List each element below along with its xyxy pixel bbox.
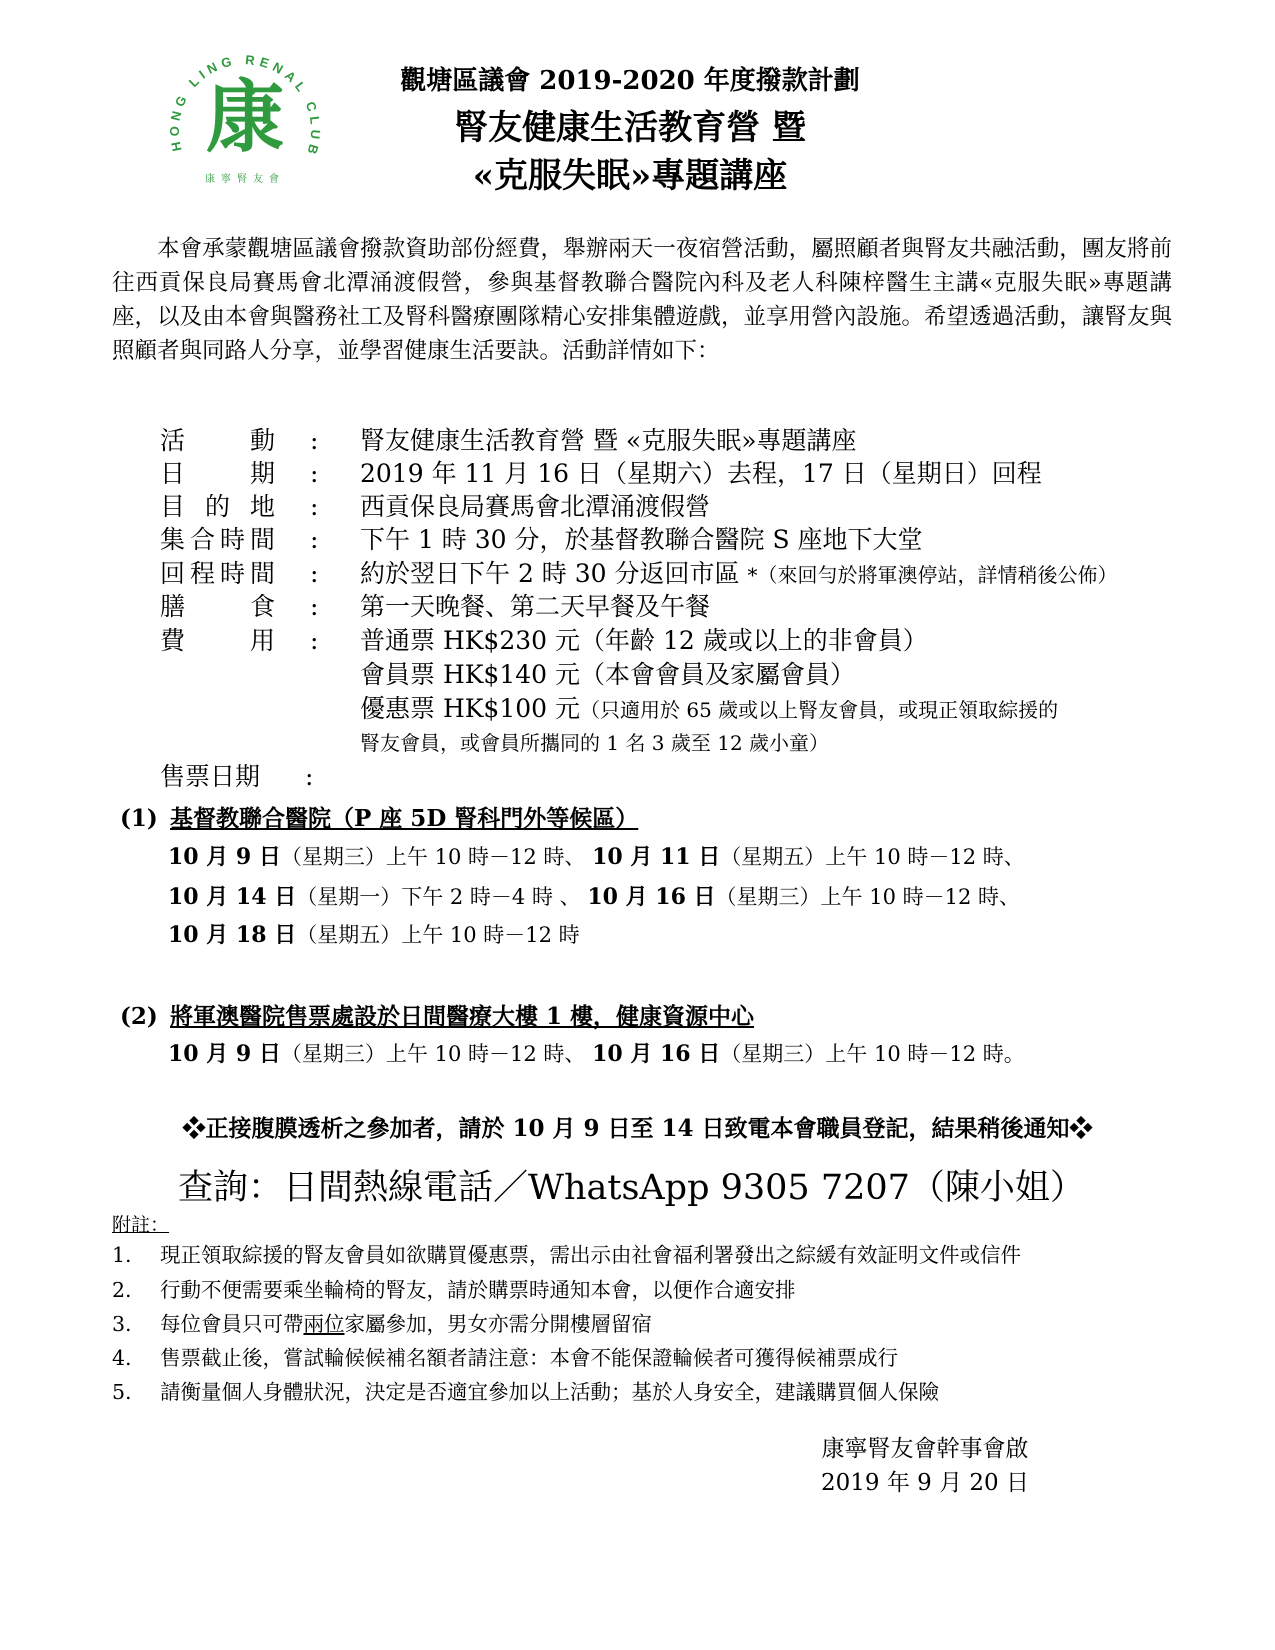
slot-time: （星期五）上午 10 時－12 時: [296, 923, 580, 947]
return-time-note: *（來回勻於將軍澳停站，詳情稍後公佈）: [747, 563, 1118, 587]
remark-text: 售票截止後，嘗試輪候候補名額者請注意：本會不能保證輪候者可獲得候補票成行: [160, 1346, 898, 1370]
detail-value: 腎友健康生活教育營 暨 «克服失眠»專題講座: [360, 426, 857, 455]
slot-date: 10 月 9 日: [168, 844, 281, 870]
fee-member-note: （本會會員及家屬會員）: [580, 660, 856, 689]
slot-time: （星期三）上午 10 時－12 時、: [280, 1042, 586, 1066]
remark-text: 行動不便需要乘坐輪椅的腎友，請於購票時通知本會，以便作合適安排: [160, 1278, 796, 1302]
detail-colon: :: [310, 626, 319, 655]
sale-slot-row: [168, 840, 1025, 871]
remark-number: 1.: [112, 1243, 132, 1267]
fee-concession-note: （只適用於 65 歲或以上腎友會員，或現正領取綜援的: [580, 698, 1059, 722]
detail-label: 回程時間: [160, 559, 275, 588]
detail-label: 膳食: [160, 592, 275, 621]
detail-value: 西貢保良局賽馬會北潭涌渡假營: [360, 492, 711, 521]
remark-text-pre: 每位會員只可帶: [160, 1312, 304, 1336]
detail-colon: :: [305, 762, 314, 791]
remark-text-post: 家屬參加，男女亦需分開樓層留宿: [344, 1312, 652, 1336]
slot-time: （星期五）上午 10 時－12 時、: [720, 845, 1025, 869]
signoff-organisation: 康寧腎友會幹事會啟: [821, 1436, 1029, 1462]
remark-emphasis: 兩位: [303, 1312, 345, 1336]
remark-number: 4.: [112, 1346, 132, 1370]
slot-date: 10 月 9 日: [168, 1041, 281, 1067]
venue-heading: [120, 998, 754, 1031]
fee-standard: [360, 624, 928, 658]
logo-bottom-text: 康寧腎友會: [205, 174, 285, 185]
detail-colon: :: [310, 525, 319, 554]
remark-text: 現正領取綜援的腎友會員如欲購買優惠票，需出示由社會福利署發出之綜緩有效証明文件或信件: [160, 1243, 1021, 1267]
fee-standard-note: （年齡 12 歲或以上的非會員）: [580, 626, 928, 655]
detail-colon: :: [310, 559, 319, 588]
venue-number: (1): [120, 805, 158, 832]
peritoneal-dialysis-note: ❖正接腹膜透析之參加者，請於 10 月 9 日至 14 日致電本會職員登記，結果稍後通知❖: [182, 1115, 1093, 1142]
detail-value: 第一天晚餐、第二天早餐及午餐: [360, 592, 711, 621]
remark-item: [112, 1375, 939, 1405]
signoff-date: 2019 年 9 月 20 日: [821, 1470, 1029, 1496]
remark-item: [112, 1273, 796, 1303]
slot-time: （星期三）上午 10 時－12 時、: [280, 845, 586, 869]
slot-time: （星期一）下午 2 時－4 時 、: [296, 885, 581, 909]
detail-colon: :: [310, 592, 319, 621]
detail-value: [360, 557, 1117, 592]
detail-label: 目的地: [160, 492, 275, 521]
club-logo: [160, 32, 330, 202]
logo-center-character: 康: [205, 72, 285, 163]
slot-date: 10 月 16 日: [592, 1041, 721, 1067]
return-time-text: 約於翌日下午 2 時 30 分返回市區: [360, 559, 740, 588]
detail-colon: :: [310, 492, 319, 521]
sale-slot-row: [168, 880, 1020, 911]
remark-number: 2.: [112, 1278, 132, 1302]
slot-date: 10 月 16 日: [587, 884, 716, 910]
fee-standard-price: 普通票 HK$230 元: [360, 626, 580, 655]
sale-slot-row: [168, 1037, 1025, 1068]
remark-item: [112, 1341, 898, 1371]
venue-name: 將軍澳醫院售票處設於日間醫療大樓 1 樓，健康資源中心: [170, 1003, 755, 1030]
venue-heading: [120, 800, 638, 833]
detail-value: 2019 年 11 月 16 日（星期六）去程，17 日（星期日）回程: [360, 459, 1042, 488]
detail-value: 下午 1 時 30 分，於基督教聯合醫院 S 座地下大堂: [360, 525, 923, 554]
slot-date: 10 月 18 日: [168, 922, 297, 948]
title-funding-plan: 觀塘區議會 2019-2020 年度撥款計劃: [400, 66, 860, 96]
sale-slot-row: [168, 918, 580, 949]
logo-arc-text: HONG LING RENAL CLUB: [166, 52, 324, 161]
fee-concession-price: 優惠票 HK$100 元: [360, 694, 580, 723]
detail-label: 集合時間: [160, 525, 275, 554]
title-camp: 腎友健康生活教育營 暨: [454, 108, 806, 148]
enquiry-hotline: 查詢：日間熱線電話／WhatsApp 9305 7207（陳小姐）: [178, 1168, 1085, 1208]
remark-number: 5.: [112, 1380, 132, 1404]
detail-label: 活動: [160, 426, 275, 455]
remark-number: 3.: [112, 1312, 132, 1336]
detail-colon: :: [310, 426, 319, 455]
detail-label: 費用: [160, 626, 275, 655]
fee-member: [360, 658, 855, 692]
remark-item: [112, 1307, 652, 1337]
slot-date: 10 月 14 日: [168, 884, 297, 910]
detail-label: 日期: [160, 459, 275, 488]
fee-member-price: 會員票 HK$140 元: [360, 660, 580, 689]
slot-date: 10 月 11 日: [592, 844, 721, 870]
title-seminar: «克服失眠»專題講座: [472, 156, 788, 196]
fee-concession-note-cont: 腎友會員，或會員所攜同的 1 名 3 歲至 12 歲小童）: [360, 731, 830, 755]
detail-colon: :: [310, 459, 319, 488]
slot-time: （星期三）上午 10 時－12 時。: [720, 1042, 1025, 1066]
slot-time: （星期三）上午 10 時－12 時、: [715, 885, 1021, 909]
venue-name: 基督教聯合醫院（P 座 5D 腎科門外等候區）: [170, 805, 639, 832]
remarks-label: 附註：: [112, 1214, 170, 1236]
remark-item: [112, 1238, 1021, 1268]
fee-concession: [360, 692, 1058, 727]
intro-paragraph: 本會承蒙觀塘區議會撥款資助部份經費，舉辦兩天一夜宿營活動，屬照顧者與腎友共融活動，團友將前往西貢保良局賽馬會北潭涌渡假營，參與基督教聯合醫院內科及老人科陳梓醫生主講«克服失眠»專題講座，以及由本會與醫務社工及腎科醫療團隊精心安排集體遊戲，並享用營內設施。希望透過活動，讓腎友與照顧者與同路人分享，並學習健康生活要訣。活動詳情如下：: [112, 236, 1172, 364]
detail-label: 售票日期: [160, 762, 261, 791]
venue-number: (2): [120, 1003, 158, 1030]
remark-text: 請衡量個人身體狀況，決定是否適宜參加以上活動；基於人身安全，建議購買個人保險: [160, 1380, 939, 1404]
